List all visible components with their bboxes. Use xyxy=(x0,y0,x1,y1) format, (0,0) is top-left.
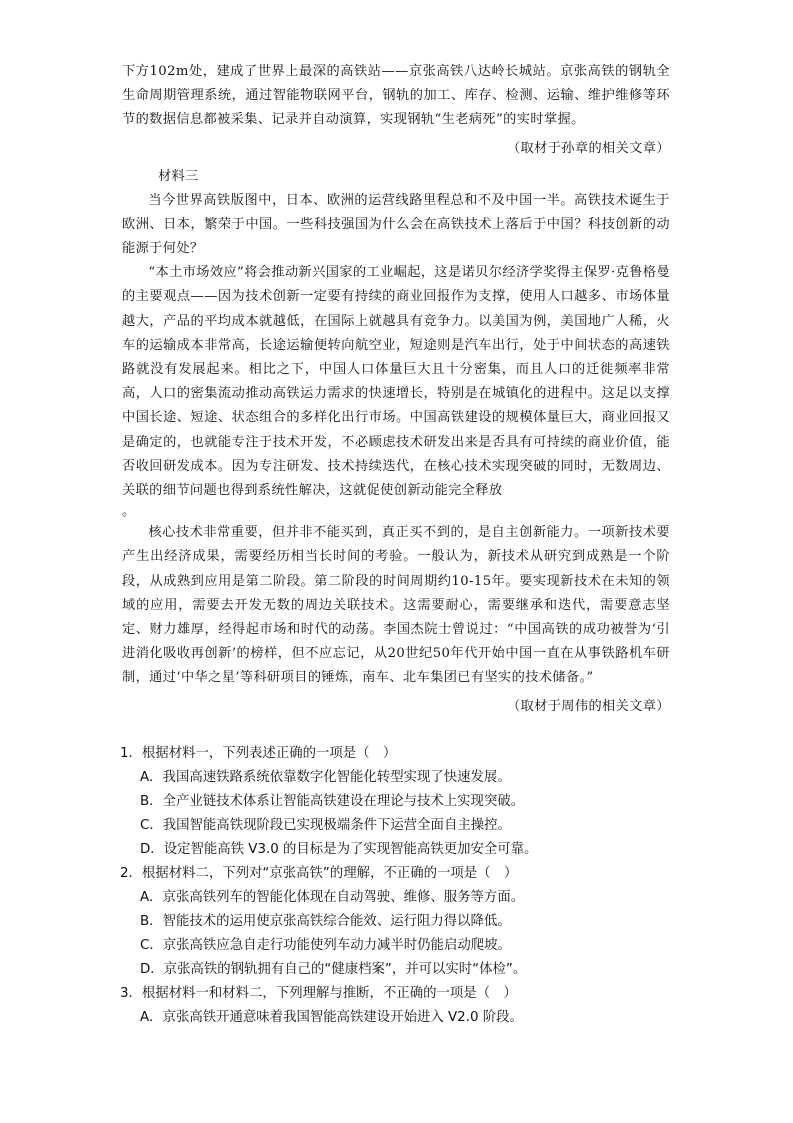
question-option: B．全产业链技术体系让智能高铁建设在理论与技术上实现突破。 xyxy=(140,794,525,809)
question-stem: 3．根据材料一和材料二，下列理解与推断，不正确的一项是（ ） xyxy=(120,986,517,1001)
material-three-paragraph-1: 当今世界高铁版图中，日本、欧洲的运营线路里程总和不及中国一半。高铁技术诞生于欧洲、日本，繁荣于中国。一些科技强国为什么会在高铁技术上落后于中国？科技创新的动能源于何处？ xyxy=(122,192,670,257)
question-list xyxy=(120,742,680,1030)
material-two-tail-paragraph: 下方102m处，建成了世界上最深的高铁站——京张高铁八达岭长城站。京张高铁的钢轨全生命周期管理系统，通过智能物联网平台，钢轨的加工、库存、检测、运输、维护维修等环节的数据信息都被采集、记录并自动演算，实现钢轨“生老病死”的实时掌握。 xyxy=(122,64,670,128)
question-stem: 1．根据材料一，下列表述正确的一项是（ ） xyxy=(120,746,397,761)
material-three-source: （取材于周伟的相关文章） xyxy=(506,698,670,714)
material-three-paragraph-3: 核心技术非常重要，但并非不能买到，真正买不到的，是自主创新能力。一项新技术要产生出经济成果，需要经历相当长时间的考验。一般认为，新技术从研究到成熟是一个阶段，从成熟到应用是第二阶段。第二阶段的时间周期约10-15年。要实现新技术在未知的领域的应用，需要去开发无数的周边关联技术。这需要耐心，需要继承和迭代，需要意志坚定、财力雄厚，经得起市场和时代的动荡。李国杰院士曾说过：“中国高铁的成功被誉为‘引进消化吸收再创新’的榜样，但不应忘记，从20世纪50年代开始中国一直在从事铁路机车研制，通过‘中华之星’等科研项目的锤炼，南车、北车集团已有坚实的技术储备。” xyxy=(122,525,670,686)
reading-materials xyxy=(122,60,670,723)
question-option: A．我国高速铁路系统依靠数字化智能化转型实现了快速发展。 xyxy=(140,770,511,785)
question-option: A．京张高铁开通意味着我国智能高铁建设开始进入 V2.0 阶段。 xyxy=(140,1010,523,1025)
question-option: C．我国智能高铁现阶段已实现极端条件下运营全面自主操控。 xyxy=(140,818,511,833)
question-option: D．京张高铁的钢轨拥有自己的“健康档案”，并可以实时“体检”。 xyxy=(140,962,527,977)
material-three-paragraph-2: “本土市场效应”将会推动新兴国家的工业崛起，这是诺贝尔经济学奖得主保罗·克鲁格曼的主要观点——因为技术创新一定要有持续的商业回报作为支撑，使用人口越多、市场体量越大，产品的平均成本就越低，在国际上就越具有竞争力。以美国为例，美国地广人稀，火车的运输成本非常高，长途运输便转向航空业，短途则是汽车出行，处于中间状态的高速铁路就没有发展起来。相比之下，中国人口体量巨大且十分密集，而且人口的迁徙频率非常高，人口的密集流动推动高铁运力需求的快速增长，特别是在城镇化的进程中。这足以支撑中国长途、短途、状态组合的多样化出行市场。中国高铁建设的规模体量巨大，商业回报又是确定的，也就能专注于技术开发，不必顾虑技术研发出来是否具有可持续的商业价值，能否收回研发成本。因为专注研发、技术持续迭代，在核心技术实现突破的同时，无数周边、关联的细节问题也得到系统性解决，这就促使创新动能完全释放 xyxy=(122,265,671,499)
question-block xyxy=(120,862,680,982)
question-option: B．智能技术的运用使京张高铁综合能效、运行阻力得以降低。 xyxy=(140,914,511,929)
question-option: D．设定智能高铁 V3.0 的目标是为了实现智能高铁更加安全可靠。 xyxy=(140,842,538,857)
question-block xyxy=(120,742,680,862)
material-two-source: （取材于孙章的相关文章） xyxy=(506,140,670,156)
question-option: A．京张高铁列车的智能化体现在自动驾驶、维修、服务等方面。 xyxy=(140,890,525,905)
material-three-stray-period: 。 xyxy=(122,504,136,520)
question-block xyxy=(120,982,680,1030)
material-three-heading: 材料三 xyxy=(158,168,199,184)
question-stem: 2．根据材料二，下列对“京张高铁”的理解，不正确的一项是（ ） xyxy=(120,866,518,881)
question-option: C．京张高铁应急自走行功能使列车动力减半时仍能启动爬坡。 xyxy=(140,938,511,953)
